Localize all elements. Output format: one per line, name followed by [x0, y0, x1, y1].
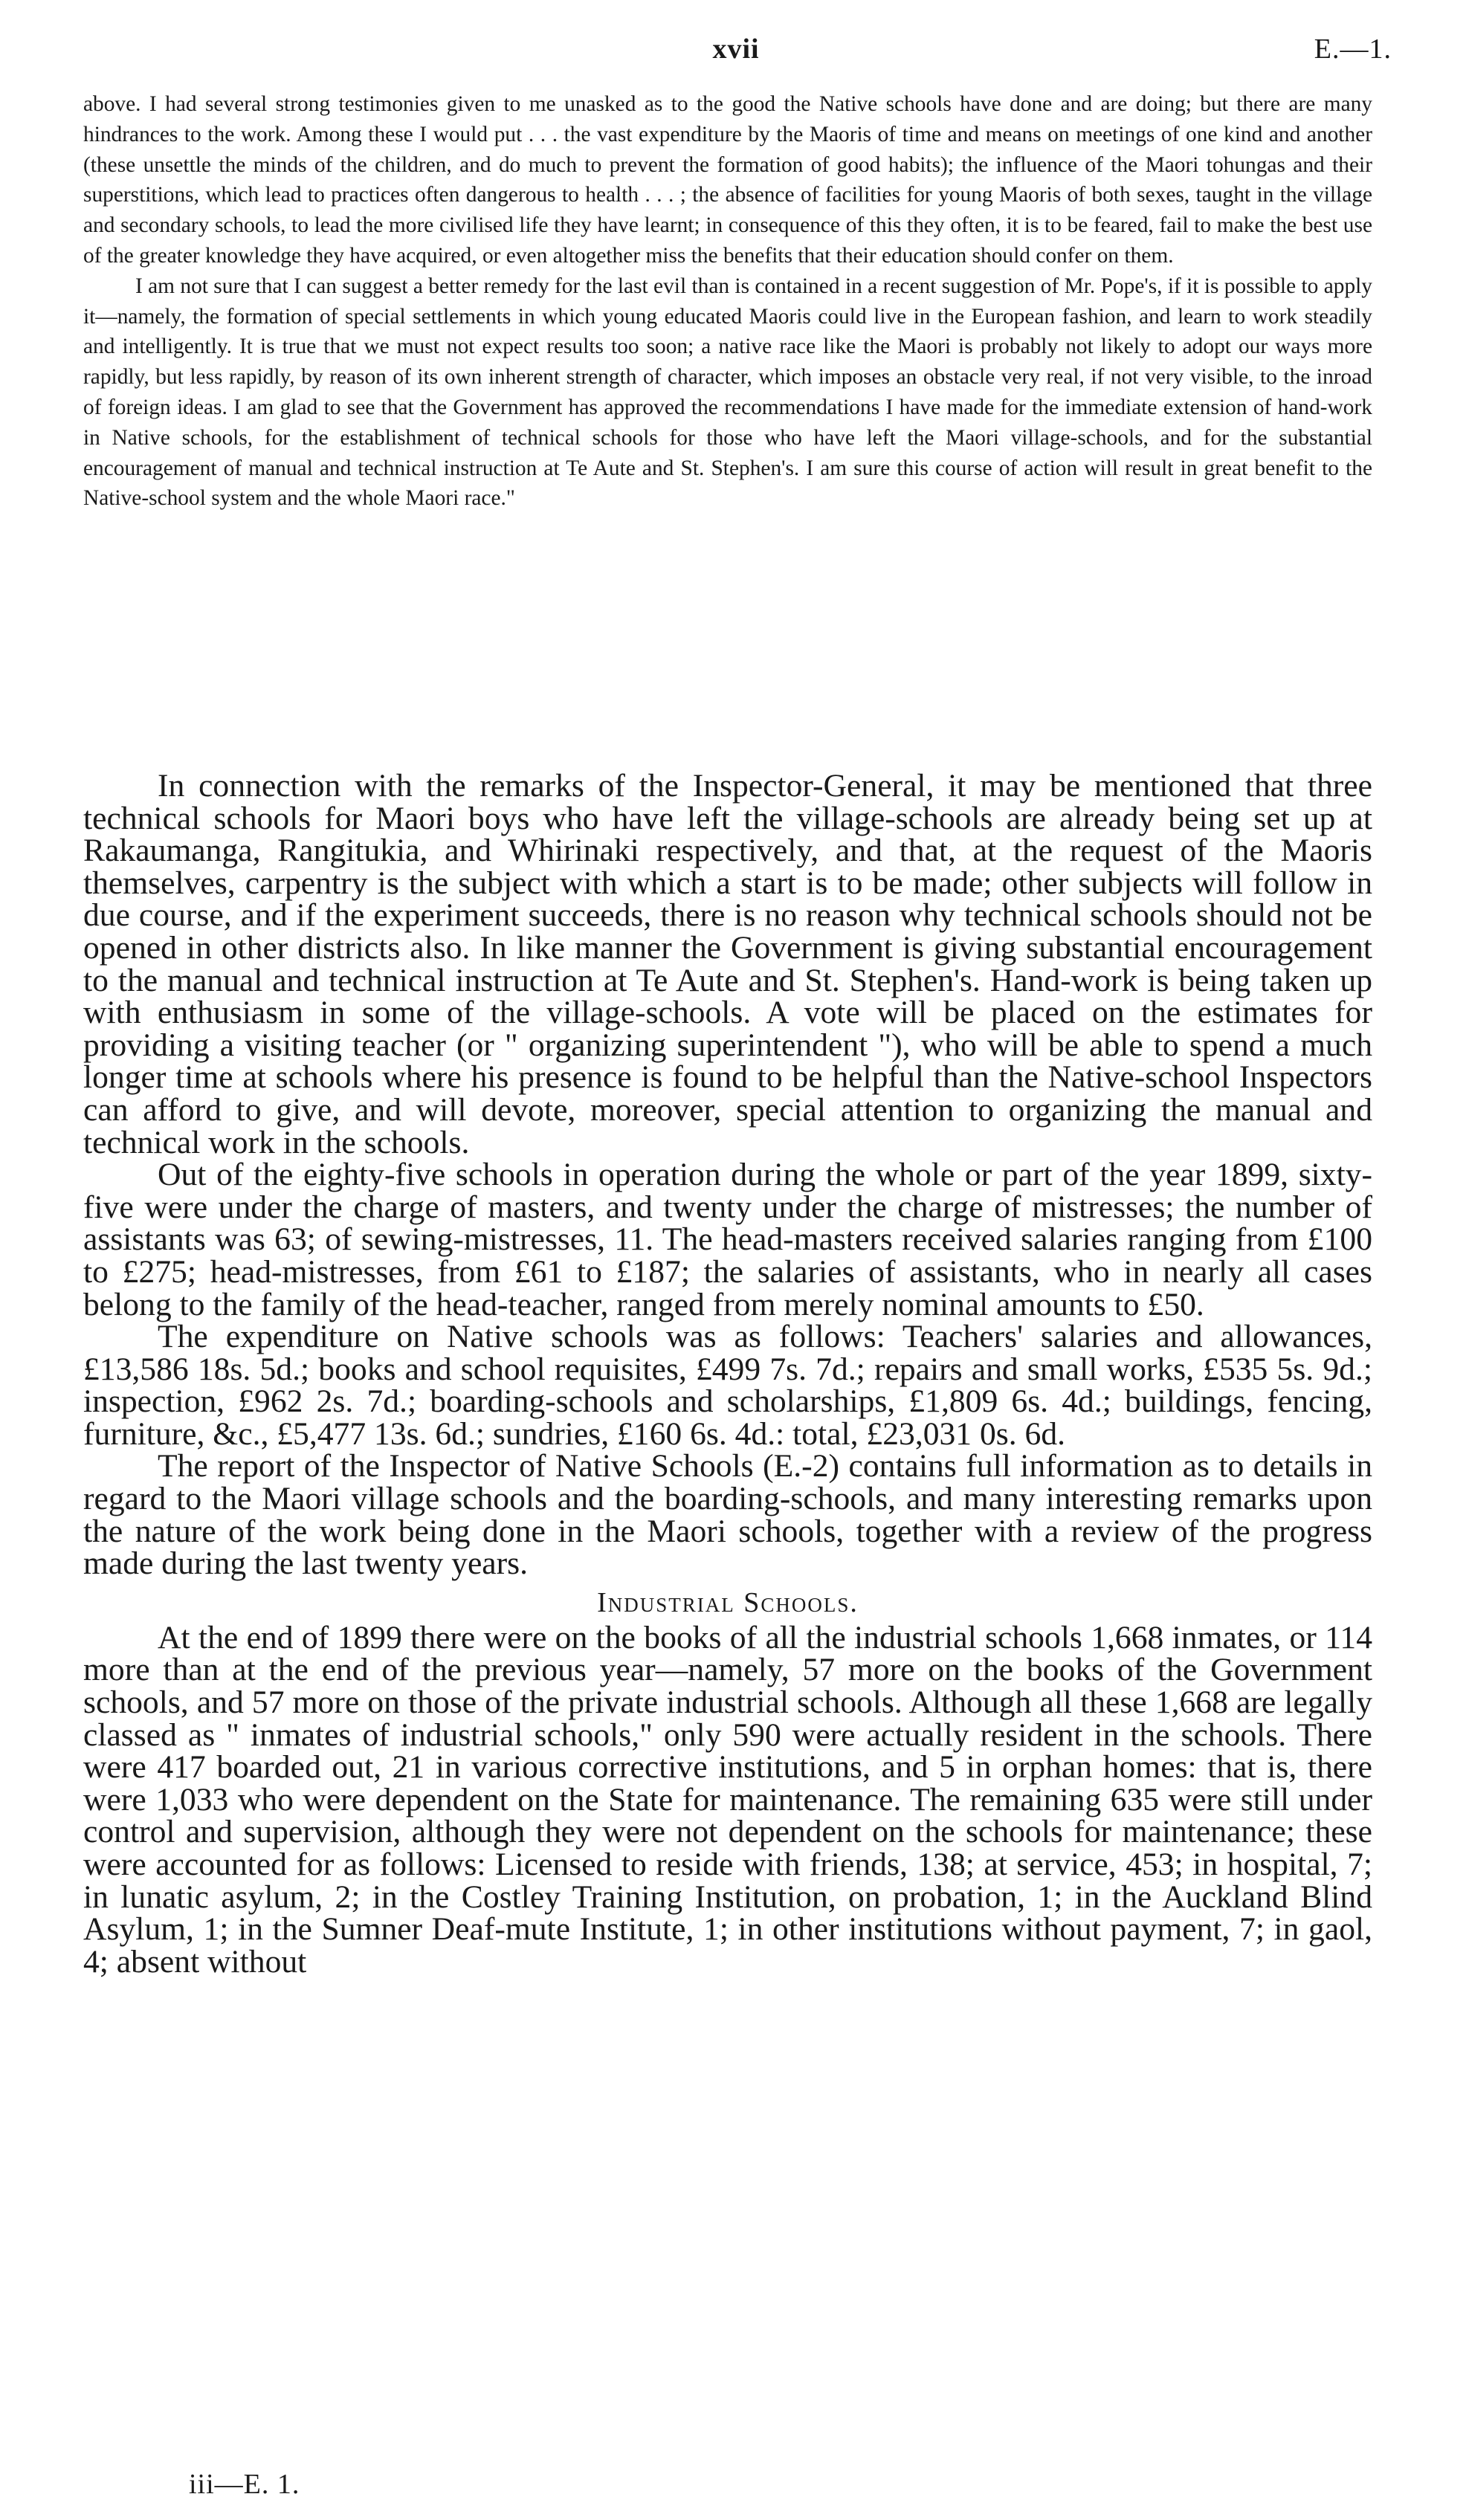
- main-text: [83, 770, 1372, 1978]
- section-heading: Industrial Schools.: [597, 1586, 859, 1618]
- document-reference: E.—1.: [1314, 33, 1392, 65]
- page-number: xvii: [712, 33, 760, 65]
- body-paragraph: The expenditure on Native schools was as follows: Teachers' salaries and allowances, £13,586 18s. 5d.; books and school requisites, £499 7s. 7d.; repairs and small works, £535 5s. 9d.; inspection, £962 2s. 7d.; boarding-schools and scholarships, £1,809 6s. 4d.; buildings, fencing, furniture, &c., £5,477 13s. 6d.; sundries, £160 6s. 4d.: total, £23,031 0s. 6d.: [83, 1319, 1372, 1452]
- body-paragraph: In connection with the remarks of the Inspector-General, it may be mentioned that three technical schools for Maori boys who have left the village-schools are already being set up at Rakaumanga, Rangitukia, and Whirinaki respectively, and that, at the request of the Maoris themselves, carpentry is the subject with which a start is to be made; other subjects will follow in due course, and if the experiment succeeds, there is no reason why technical schools should not be opened in other districts also. In like manner the Government is giving substantial encouragement to the manual and technical instruction at Te Aute and St. Stephen's. Hand-work is being taken up with enthusiasm in some of the village-schools. A vote will be placed on the estimates for providing a visiting teacher (or " organizing superintendent "), who will be able to spend a much longer time at schools where his presence is found to be helpful than the Native-school Inspectors can afford to give, and will devote, moreover, special attention to organizing the manual and technical work in the schools.: [83, 768, 1372, 1160]
- quote-paragraph: I am not sure that I can suggest a better remedy for the last evil than is contained in a recent suggestion of Mr. Pope's, if it is possible to apply it—namely, the formation of special settlements in which young educated Maoris could live in the European fashion, and learn to work steadily and intelligently. It is true that we must not expect results too soon; a native race like the Maori is probably not likely to adopt our ways more rapidly, but less rapidly, by reason of its own inherent strength of character, which imposes an obstacle very real, if not very visible, to the inroad of foreign ideas. I am glad to see that the Government has approved the recommendations I have made for the immediate extension of hand-work in Native schools, for the establishment of technical schools for those who have left the Maori village-schools, and for the substantial encouragement of manual and technical instruction at Te Aute and St. Stephen's. I am sure this course of action will result in great benefit to the Native-school system and the whole Maori race.": [83, 274, 1372, 511]
- body-paragraph: The report of the Inspector of Native Schools (E.-2) contains full information as to details in regard to the Maori village schools and the boarding-schools, and many interesting remarks upon the nature of the work being done in the Maori schools, together with a review of the progress made during the last twenty years.: [83, 1448, 1372, 1582]
- quoted-report: [83, 89, 1372, 514]
- quote-paragraph: above. I had several strong testimonies given to me unasked as to the good the Native schools have done and are doing; but there are many hindrances to the work. Among these I would put . . . the vast expenditure by the Maoris of time and means on meetings of one kind and another (these unsettle the minds of the children, and do much to prevent the formation of good habits); the influence of the Maori tohungas and their superstitions, which lead to practices often dangerous to health . . . ; the absence of facilities for young Maoris of both sexes, taught in the village and secondary schools, to lead the more civilised life they have learnt; in consequence of this they often, it is to be feared, fail to make the best use of the greater knowledge they have acquired, or even altogether miss the benefits that their education should confer on them.: [83, 92, 1372, 268]
- body-paragraph: At the end of 1899 there were on the books of all the industrial schools 1,668 inmates, or 114 more than at the end of the previous year—namely, 57 more on the books of the Government schools, and 57 more on those of the private industrial schools. Although all these 1,668 are legally classed as " inmates of industrial schools," only 590 were actually resident in the schools. There were 417 boarded out, 21 in various corrective institutions, and 5 in orphan homes: that is, there were 1,033 who were dependent on the State for maintenance. The remaining 635 were still under control and supervision, although they were not dependent on the schools for maintenance; these were accounted for as follows: Licensed to reside with friends, 138; at service, 453; in hospital, 7; in lunatic asylum, 2; in the Costley Training Institution, on probation, 1; in the Auckland Blind Asylum, 1; in the Sumner Deaf-mute Institute, 1; in other institutions without payment, 7; in gaol, 4; absent without: [83, 1619, 1372, 1980]
- signature-mark: iii—E. 1.: [189, 2469, 300, 2500]
- body-paragraph: Out of the eighty-five schools in operation during the whole or part of the year 1899, sixty-five were under the charge of masters, and twenty under the charge of mistresses; the number of assistants was 63; of sewing-mistresses, 11. The head-masters received salaries ranging from £100 to £275; head-mistresses, from £61 to £187; the salaries of assistants, who in nearly all cases belong to the family of the head-teacher, ranged from merely nominal amounts to £50.: [83, 1157, 1372, 1322]
